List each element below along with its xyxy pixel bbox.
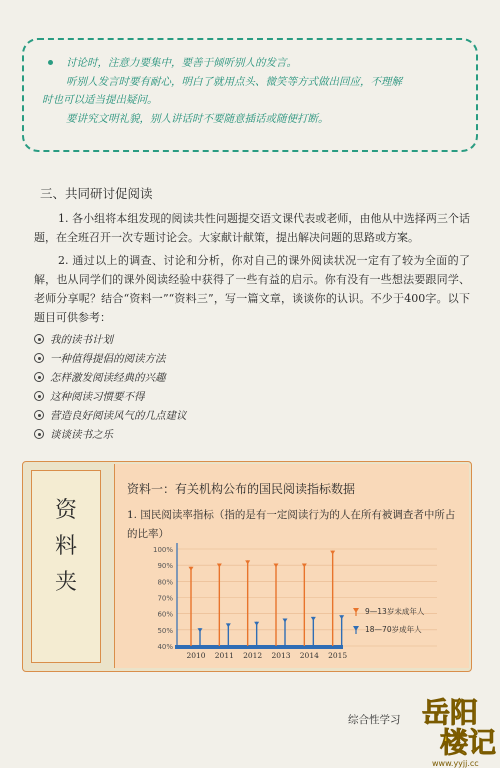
y-tick-label: 70% — [157, 594, 173, 603]
topic-label: 营造良好阅读风气的几点建议 — [50, 410, 187, 422]
y-tick-label: 40% — [157, 643, 173, 651]
bar-tip-marker — [274, 564, 279, 568]
folder-label: 资 料 夹 — [54, 498, 77, 595]
x-tick-label: 2011 — [214, 651, 234, 660]
y-tick-label: 90% — [157, 562, 173, 571]
bar-tip-marker — [254, 622, 259, 626]
circle-bullet-icon — [34, 429, 44, 439]
topic-item — [34, 331, 334, 350]
svg-text:www.yyjj.cc: www.yyjj.cc — [432, 759, 479, 768]
svg-text:岳阳: 岳阳 — [422, 696, 479, 729]
bar-tip-marker — [245, 560, 250, 564]
x-tick-label: 2015 — [328, 651, 348, 660]
bar-tip-marker — [217, 564, 222, 568]
x-tick-label: 2014 — [299, 651, 319, 660]
topic-item — [34, 407, 334, 426]
legend-label: 9—13岁未成年人 — [365, 607, 425, 616]
topic-label: 我的读书计划 — [50, 334, 113, 346]
topic-item — [34, 426, 334, 445]
tip-line: 讨论时，注意力要集中，要善于倾听别人的发言。 — [66, 57, 297, 69]
paragraph-1: 1. 各小组将本组发现的阅读共性问题提交语文课代表或老师，由他从中选择两三个话题，在全班召开一次专题讨论会。大家献计献策，提出解决问题的思路或方案。 — [34, 212, 470, 244]
legend-label: 18—70岁成年人 — [365, 625, 422, 634]
bullet-dot-icon — [48, 60, 53, 65]
circle-bullet-icon — [34, 391, 44, 401]
discussion-tips-box — [22, 38, 478, 152]
x-tick-label: 2010 — [186, 651, 206, 660]
paragraph-2: 2. 通过以上的调查、讨论和分析，你对自己的课外阅读状况一定有了较为全面的了解，也从同学们的课外阅读经验中获得了一些有益的启示。你有没有一些想法要跟同学、老师分享呢？结合“资料一”“资料三”，写一篇文章，谈谈你的认识。不少于400字。以下题目可供参考： — [34, 254, 470, 324]
circle-bullet-icon — [34, 372, 44, 382]
data-folder — [22, 461, 472, 672]
circle-bullet-icon — [34, 334, 44, 344]
folder-tab — [31, 470, 101, 663]
watermark-logo — [418, 690, 500, 768]
y-tick-label: 60% — [157, 610, 173, 619]
bar-tip-marker — [189, 567, 194, 571]
topic-list — [34, 331, 334, 445]
bar-tip-marker — [339, 615, 344, 619]
y-tick-label: 100% — [152, 546, 173, 554]
circle-bullet-icon — [34, 353, 44, 363]
bar-tip-marker — [311, 617, 316, 621]
bar-tip-marker — [330, 551, 335, 555]
tip-line: 时也可以适当提出疑问。 — [42, 94, 158, 106]
reading-rate-chart — [115, 464, 469, 668]
topic-item — [34, 388, 334, 407]
y-tick-label: 80% — [157, 578, 173, 587]
x-tick-label: 2012 — [243, 651, 263, 660]
topic-label: 怎样激发阅读经典的兴趣 — [50, 372, 166, 384]
circle-bullet-icon — [34, 410, 44, 420]
chart-panel — [114, 464, 469, 668]
bar-tip-marker — [226, 623, 231, 627]
bar-tip-marker — [198, 628, 203, 632]
footer-section-label: 综合性学习 — [348, 714, 401, 726]
x-tick-label: 2013 — [271, 651, 291, 660]
bar-tip-marker — [302, 564, 307, 568]
topic-label: 这种阅读习惯要不得 — [50, 391, 145, 403]
tip-line: 要讲究文明礼貌，别人讲话时不要随意插话或随便打断。 — [66, 112, 329, 125]
tip-line: 听别人发言时要有耐心，明白了就用点头、微笑等方式做出回应，不理解 — [66, 75, 402, 88]
topic-label: 谈谈读书之乐 — [50, 429, 113, 441]
topic-item — [34, 369, 334, 388]
bar-tip-marker — [283, 619, 288, 623]
chart-heading: 资料一：有关机构公布的国民阅读指标数据 — [127, 482, 356, 496]
y-tick-label: 50% — [157, 626, 173, 635]
topic-item — [34, 350, 334, 369]
topic-label: 一种值得提倡的阅读方法 — [50, 353, 166, 365]
svg-text:楼记: 楼记 — [440, 726, 497, 759]
section-title: 三、共同研讨促阅读 — [40, 186, 153, 201]
chart-subtitle: 1. 国民阅读率指标（指的是有一定阅读行为的人在所有被调查者中所占的比率） — [127, 509, 456, 540]
